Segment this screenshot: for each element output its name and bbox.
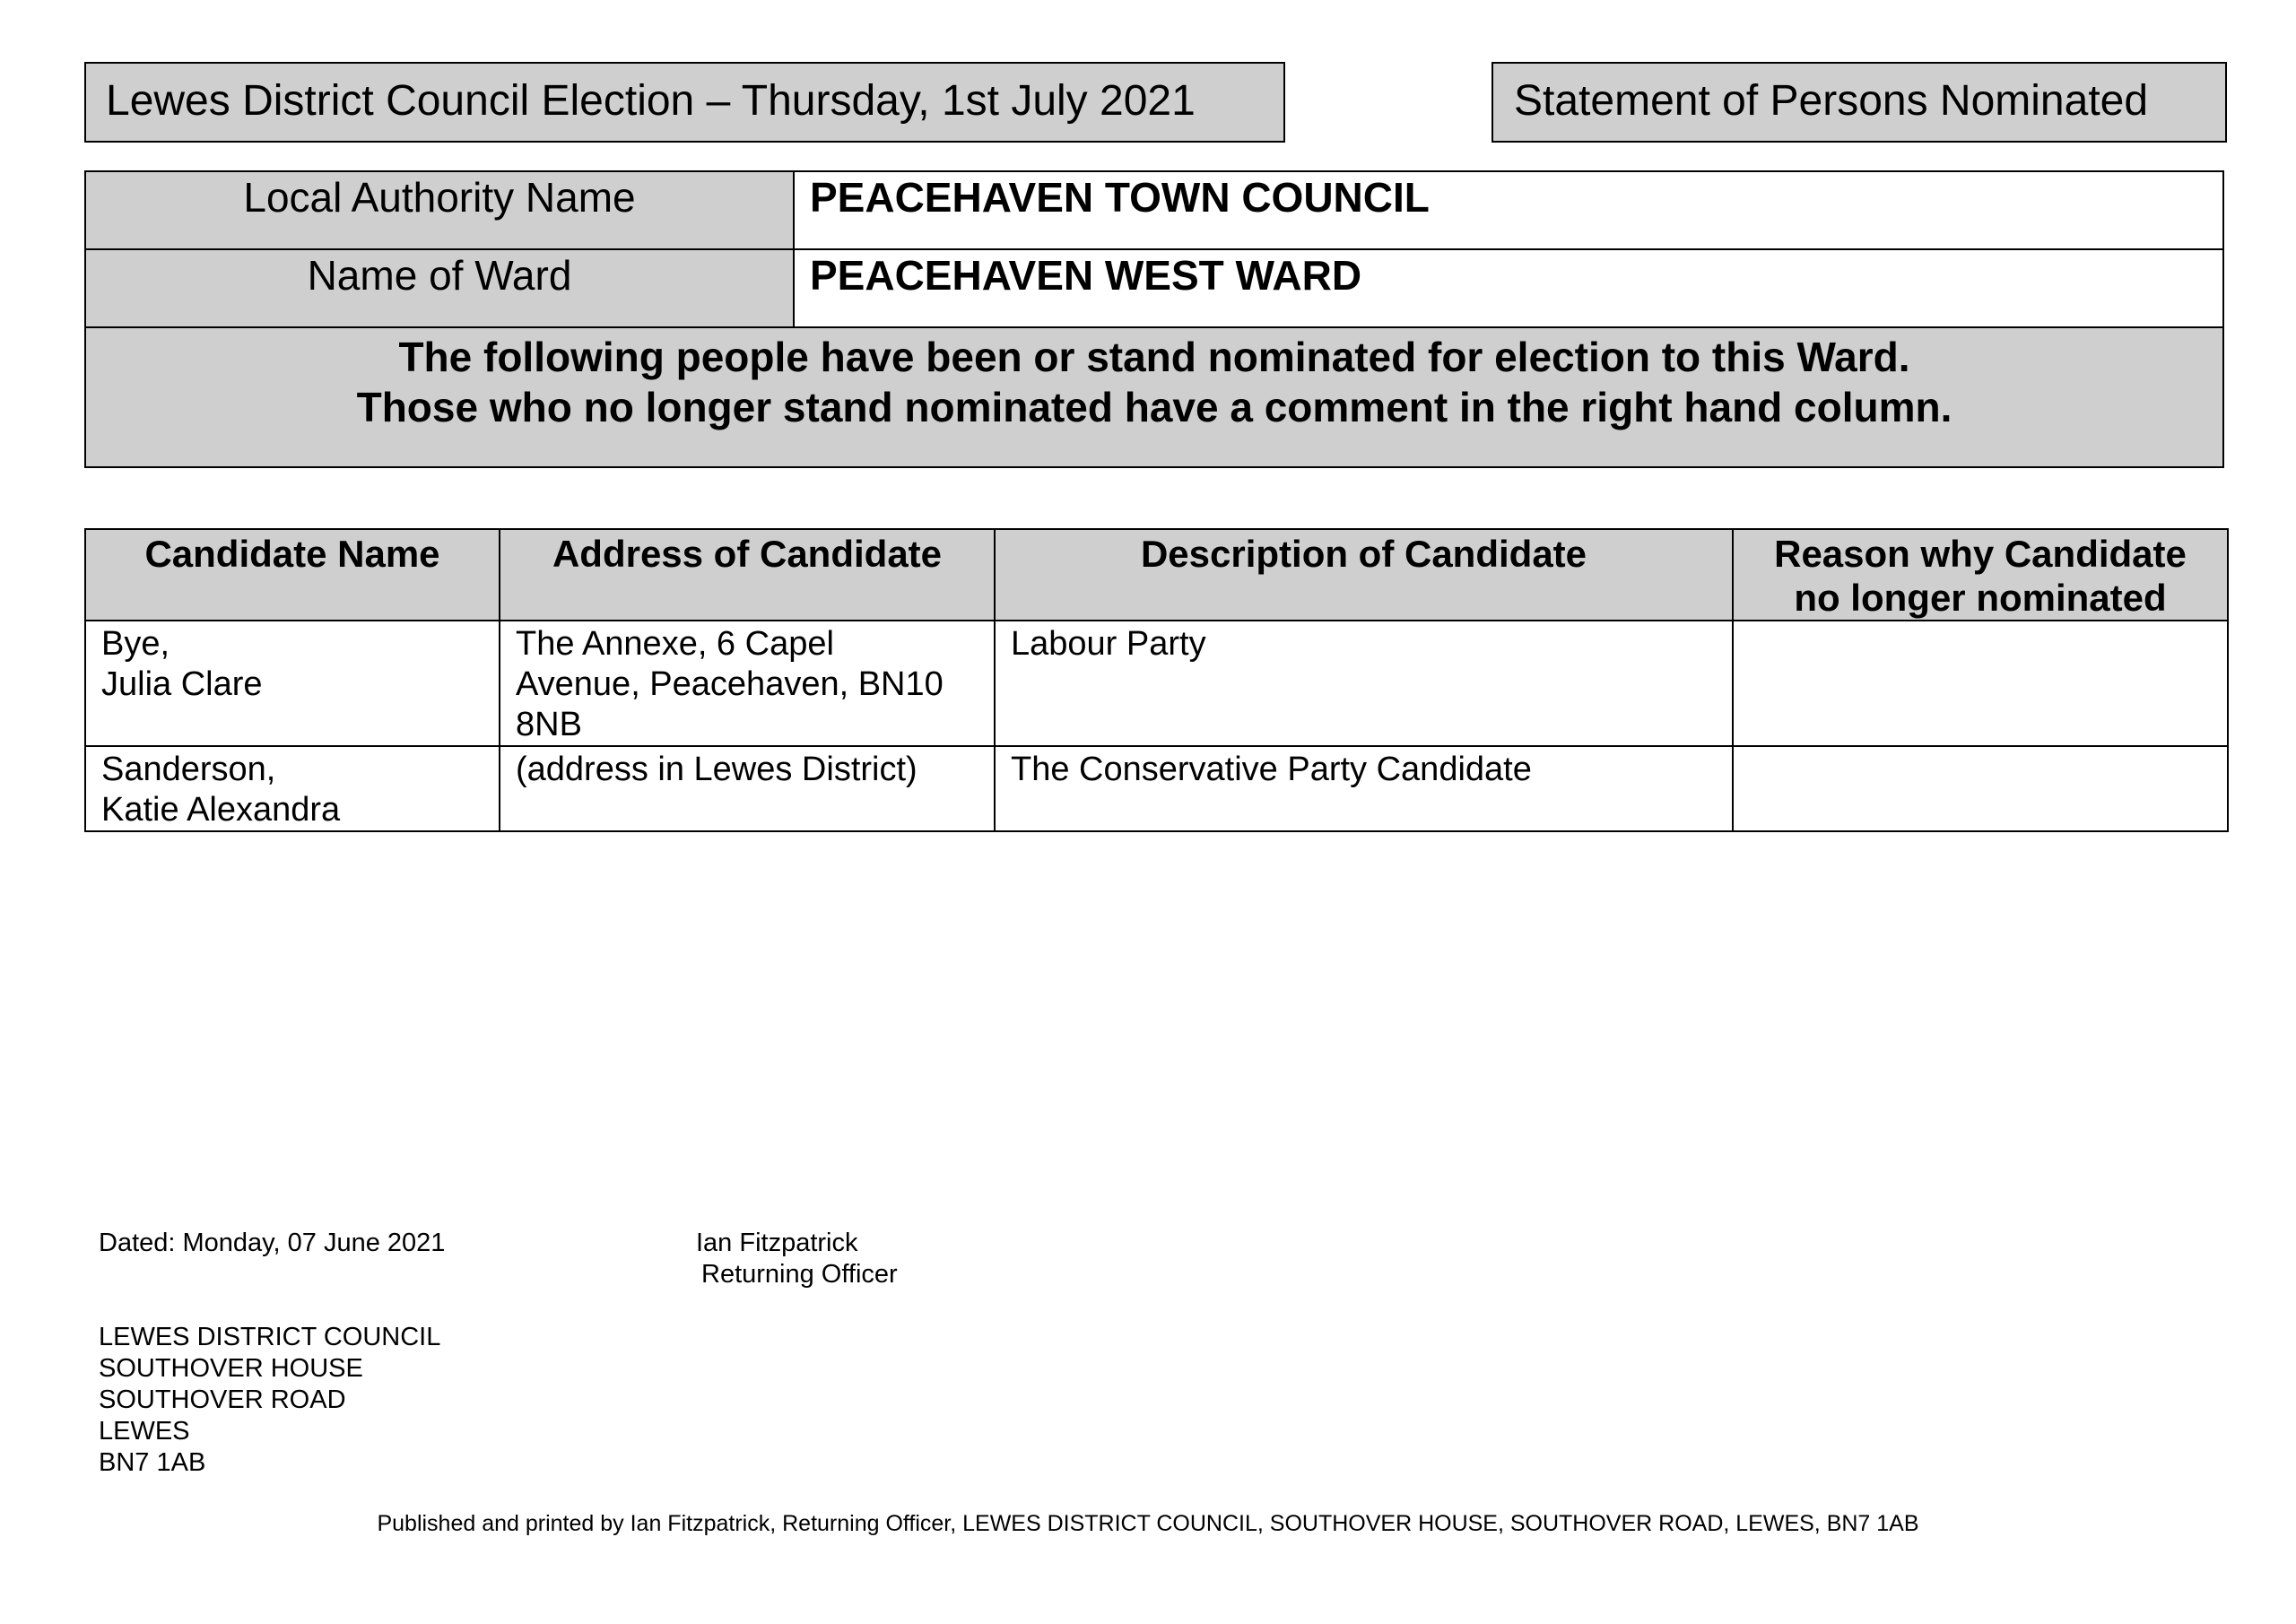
candidate-reason [1733,621,2228,746]
column-header-name: Candidate Name [85,529,500,621]
notice-line-1: The following people have been or stand nominated for election to this Ward. [398,334,1910,380]
ward-value: PEACEHAVEN WEST WARD [794,249,2223,327]
candidate-description: Labour Party [995,621,1733,746]
officer-role: Returning Officer [701,1260,898,1289]
nomination-notice [85,327,2223,467]
authority-label: Local Authority Name [85,171,794,249]
officer-name: Ian Fitzpatrick [696,1229,858,1257]
dated-text: Dated: Monday, 07 June 2021 [99,1229,446,1257]
column-header-reason: Reason why Candidate no longer nominated [1733,529,2228,621]
column-header-description: Description of Candidate [995,529,1733,621]
address-line: SOUTHOVER ROAD [99,1385,346,1414]
address-line: SOUTHOVER HOUSE [99,1354,363,1383]
column-header-address: Address of Candidate [500,529,995,621]
candidate-name: Sanderson, Katie Alexandra [85,746,500,831]
imprint-text: Published and printed by Ian Fitzpatrick, Returning Officer, LEWES DISTRICT COUNCIL, SOUTHOVER HOUSE, SOUTHOVER ROAD, LEWES, BN7 1AB [377,1511,1919,1536]
candidate-address: (address in Lewes District) [500,746,995,831]
address-line: LEWES DISTRICT COUNCIL [99,1323,441,1351]
ward-label: Name of Ward [85,249,794,327]
candidate-name: Bye, Julia Clare [85,621,500,746]
statement-title: Statement of Persons Nominated [1492,62,2227,143]
authority-row [85,171,2223,249]
table-header-row [85,529,2228,621]
notice-row [85,327,2223,467]
address-line: BN7 1AB [99,1448,206,1477]
ward-info-table [84,170,2224,468]
council-address [99,1322,440,1479]
ward-row [85,249,2223,327]
candidate-reason [1733,746,2228,831]
candidate-table [84,528,2229,832]
notice-line-2: Those who no longer stand nominated have a comment in the right hand column. [356,384,1952,430]
election-title: Lewes District Council Election – Thursday, 1st July 2021 [84,62,1285,143]
table-row [85,746,2228,831]
address-line: LEWES [99,1417,190,1446]
candidate-address: The Annexe, 6 Capel Avenue, Peacehaven, BN10 8NB [500,621,995,746]
authority-value: PEACEHAVEN TOWN COUNCIL [794,171,2223,249]
candidate-description: The Conservative Party Candidate [995,746,1733,831]
table-row [85,621,2228,746]
